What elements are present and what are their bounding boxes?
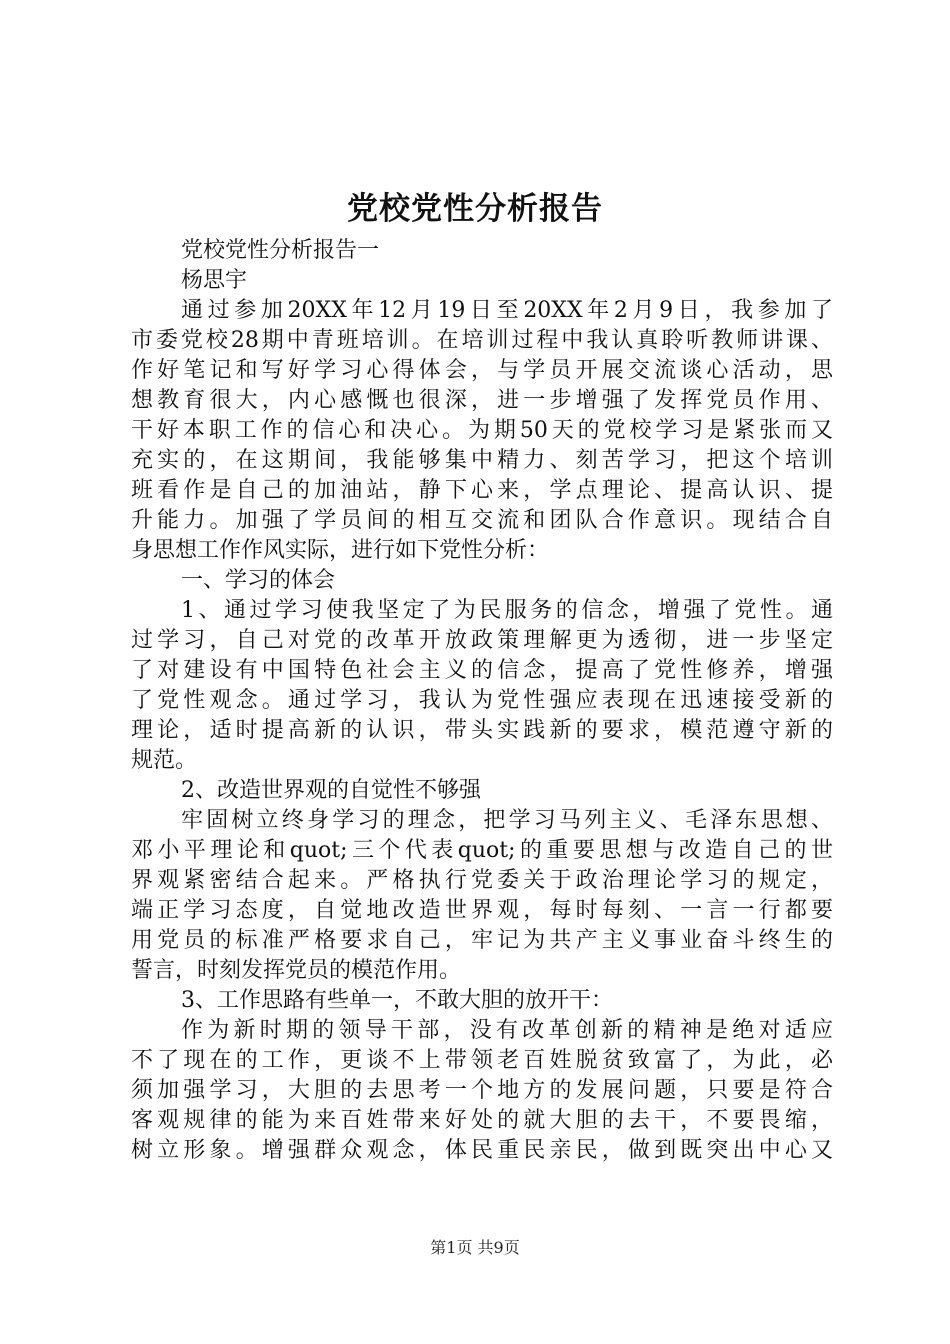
body-line: 作为新时期的领导干部，没有改革创新的精神是绝对适应	[181, 1018, 833, 1043]
body-line: 身思想工作作风实际，进行如下党性分析：	[131, 538, 550, 563]
body-line: 升能力。加强了学员间的相互交流和团队合作意识。现结合自	[131, 508, 833, 533]
document-title: 党校党性分析报告	[347, 191, 603, 227]
document-body	[131, 236, 833, 1166]
body-line: 了党性观念。通过学习，我认为党性强应表现在迅速接受新的	[131, 688, 833, 713]
body-line: 客观规律的能为来百姓带来好处的就大胆的去干，不要畏缩，	[131, 1108, 833, 1133]
body-line: 市委党校28期中青班培训。在培训过程中我认真聆听教师讲课、	[131, 328, 833, 353]
body-line: 干好本职工作的信心和决心。为期50天的党校学习是紧张而又	[131, 418, 833, 443]
body-line: 用党员的标准严格要求自己，牢记为共产主义事业奋斗终生的	[131, 928, 833, 953]
body-line: 界观紧密结合起来。严格执行党委关于政治理论学习的规定，	[131, 868, 833, 893]
body-line: 通过参加20XX年12月19日至20XX年2月9日，我参加了	[181, 298, 833, 323]
body-line: 杨思宇	[181, 268, 248, 293]
body-line: 不了现在的工作，更谈不上带领老百姓脱贫致富了，为此，必	[131, 1048, 833, 1073]
body-line: 端正学习态度，自觉地改造世界观，每时每刻、一言一行都要	[131, 898, 833, 923]
body-line: 树立形象。增强群众观念，体民重民亲民，做到既突出中心又	[131, 1138, 833, 1163]
body-line: 规范。	[131, 748, 198, 773]
body-line: 1、通过学习使我坚定了为民服务的信念，增强了党性。通	[181, 598, 833, 623]
body-line: 党校党性分析报告一	[181, 238, 380, 263]
body-line: 了对建设有中国特色社会主义的信念，提高了党性修养，增强	[131, 658, 833, 683]
body-line: 3、工作思路有些单一，不敢大胆的放开干：	[181, 988, 613, 1013]
body-line: 想教育很大，内心感慨也很深，进一步增强了发挥党员作用、	[131, 388, 833, 413]
body-line: 过学习，自己对党的改革开放政策理解更为透彻，进一步坚定	[131, 628, 833, 653]
body-line: 一、学习的体会	[181, 568, 336, 593]
body-line: 牢固树立终身学习的理念，把学习马列主义、毛泽东思想、	[181, 808, 833, 833]
body-line: 班看作是自己的加油站，静下心来，学点理论、提高认识、提	[131, 478, 833, 503]
body-line: 作好笔记和写好学习心得体会，与学员开展交流谈心活动，思	[131, 358, 833, 383]
body-line: 充实的，在这期间，我能够集中精力、刻苦学习，把这个培训	[131, 448, 833, 473]
body-line: 须加强学习，大胆的去思考一个地方的发展问题，只要是符合	[131, 1078, 833, 1103]
body-line: 邓小平理论和quot;三个代表quot;的重要思想与改造自己的世	[131, 838, 833, 863]
body-line: 2、改造世界观的自觉性不够强	[181, 778, 481, 803]
body-line: 誓言，时刻发挥党员的模范作用。	[131, 958, 462, 983]
page-footer: 第1页 共9页	[430, 1238, 520, 1257]
body-line: 理论，适时提高新的认识，带头实践新的要求，模范遵守新的	[131, 718, 833, 743]
